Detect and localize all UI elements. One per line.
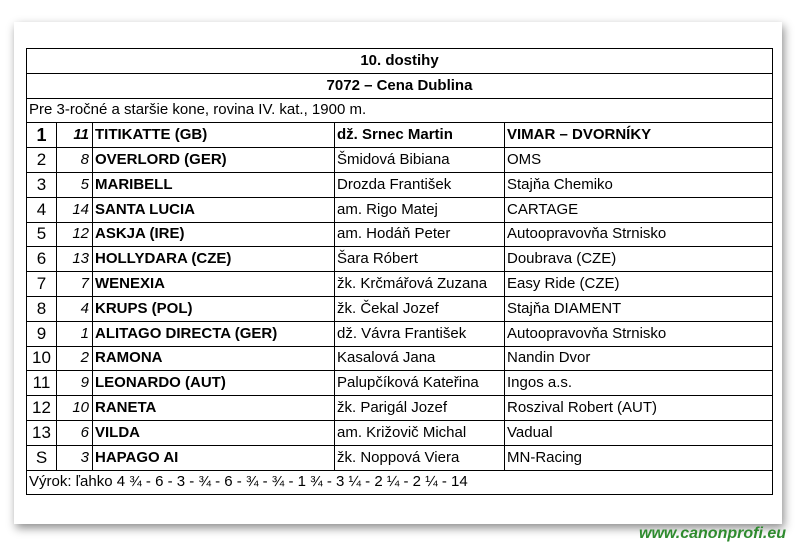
position-cell: 8	[27, 296, 57, 321]
result-row	[27, 396, 773, 421]
start-number-cell: 12	[57, 222, 93, 247]
race-conditions-row	[27, 98, 773, 123]
jockey-cell: Palupčíková Kateřina	[335, 371, 505, 396]
horse-name-cell: ASKJA (IRE)	[93, 222, 335, 247]
position-cell: 4	[27, 197, 57, 222]
result-row	[27, 371, 773, 396]
position-cell: 13	[27, 420, 57, 445]
horse-name-cell: VILDA	[93, 420, 335, 445]
start-number-cell: 14	[57, 197, 93, 222]
owner-cell: Easy Ride (CZE)	[505, 272, 773, 297]
position-cell: 9	[27, 321, 57, 346]
horse-name-cell: ALITAGO DIRECTA (GER)	[93, 321, 335, 346]
position-cell: 1	[27, 123, 57, 148]
race-title: 7072 – Cena Dublina	[27, 73, 773, 98]
position-cell: 3	[27, 172, 57, 197]
jockey-cell: Drozda František	[335, 172, 505, 197]
start-number-cell: 6	[57, 420, 93, 445]
owner-cell: Doubrava (CZE)	[505, 247, 773, 272]
race-number-row	[27, 49, 773, 74]
jockey-cell: Kasalová Jana	[335, 346, 505, 371]
start-number-cell: 5	[57, 172, 93, 197]
position-cell: 6	[27, 247, 57, 272]
position-cell: 10	[27, 346, 57, 371]
result-row	[27, 272, 773, 297]
horse-name-cell: RAMONA	[93, 346, 335, 371]
start-number-cell: 11	[57, 123, 93, 148]
result-row	[27, 148, 773, 173]
horse-name-cell: SANTA LUCIA	[93, 197, 335, 222]
jockey-cell: am. Rigo Matej	[335, 197, 505, 222]
start-number-cell: 10	[57, 396, 93, 421]
result-row	[27, 346, 773, 371]
start-number-cell: 9	[57, 371, 93, 396]
jockey-cell: am. Križovič Michal	[335, 420, 505, 445]
owner-cell: Autoopravovňa Strnisko	[505, 222, 773, 247]
horse-name-cell: MARIBELL	[93, 172, 335, 197]
horse-name-cell: RANETA	[93, 396, 335, 421]
horse-name-cell: WENEXIA	[93, 272, 335, 297]
owner-cell: Stajňa DIAMENT	[505, 296, 773, 321]
race-title-row	[27, 73, 773, 98]
result-row	[27, 172, 773, 197]
owner-cell: Ingos a.s.	[505, 371, 773, 396]
result-row	[27, 420, 773, 445]
race-conditions: Pre 3-ročné a staršie kone, rovina IV. kat., 1900 m.	[27, 98, 773, 123]
horse-name-cell: KRUPS (POL)	[93, 296, 335, 321]
horse-name-cell: TITIKATTE (GB)	[93, 123, 335, 148]
result-row	[27, 123, 773, 148]
jockey-cell: žk. Noppová Viera	[335, 445, 505, 470]
race-number: 10. dostihy	[27, 49, 773, 74]
start-number-cell: 4	[57, 296, 93, 321]
result-row	[27, 197, 773, 222]
start-number-cell: 3	[57, 445, 93, 470]
owner-cell: CARTAGE	[505, 197, 773, 222]
start-number-cell: 1	[57, 321, 93, 346]
result-row	[27, 247, 773, 272]
position-cell: 2	[27, 148, 57, 173]
owner-cell: Roszival Robert (AUT)	[505, 396, 773, 421]
jockey-cell: dž. Vávra František	[335, 321, 505, 346]
horse-name-cell: HOLLYDARA (CZE)	[93, 247, 335, 272]
start-number-cell: 8	[57, 148, 93, 173]
horse-name-cell: LEONARDO (AUT)	[93, 371, 335, 396]
horse-name-cell: OVERLORD (GER)	[93, 148, 335, 173]
result-row	[27, 321, 773, 346]
jockey-cell: Šmidová Bibiana	[335, 148, 505, 173]
jockey-cell: žk. Parigál Jozef	[335, 396, 505, 421]
verdict-row	[27, 470, 773, 495]
owner-cell: OMS	[505, 148, 773, 173]
position-cell: 12	[27, 396, 57, 421]
position-cell: 5	[27, 222, 57, 247]
owner-cell: VIMAR – DVORNÍKY	[505, 123, 773, 148]
start-number-cell: 13	[57, 247, 93, 272]
owner-cell: Autoopravovňa Strnisko	[505, 321, 773, 346]
jockey-cell: Šara Róbert	[335, 247, 505, 272]
position-cell: 11	[27, 371, 57, 396]
results-table	[26, 48, 773, 495]
owner-cell: MN-Racing	[505, 445, 773, 470]
result-row	[27, 296, 773, 321]
jockey-cell: žk. Krčmářová Zuzana	[335, 272, 505, 297]
owner-cell: Nandin Dvor	[505, 346, 773, 371]
verdict: Výrok: ľahko 4 ¾ - 6 - 3 - ¾ - 6 - ¾ - ¾ - 1 ¾ - 3 ¼ - 2 ¼ - 2 ¼ - 14	[27, 470, 773, 495]
position-cell: S	[27, 445, 57, 470]
start-number-cell: 7	[57, 272, 93, 297]
watermark-text: www.canonprofi.eu	[639, 525, 786, 542]
jockey-cell: dž. Srnec Martin	[335, 123, 505, 148]
position-cell: 7	[27, 272, 57, 297]
owner-cell: Vadual	[505, 420, 773, 445]
jockey-cell: žk. Čekal Jozef	[335, 296, 505, 321]
jockey-cell: am. Hodáň Peter	[335, 222, 505, 247]
start-number-cell: 2	[57, 346, 93, 371]
result-row	[27, 445, 773, 470]
owner-cell: Stajňa Chemiko	[505, 172, 773, 197]
result-row	[27, 222, 773, 247]
horse-name-cell: HAPAGO AI	[93, 445, 335, 470]
